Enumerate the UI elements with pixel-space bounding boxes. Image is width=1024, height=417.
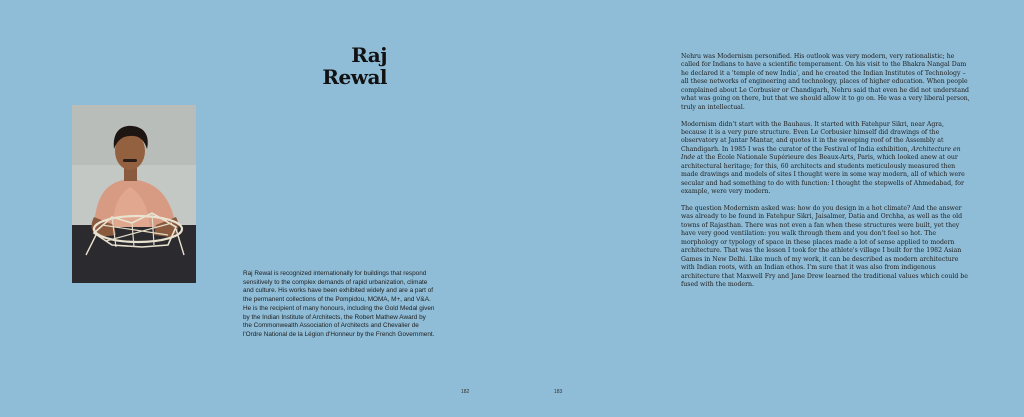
page-number-right: 183 <box>554 389 563 395</box>
page-title <box>313 44 387 88</box>
paragraph-text: Modernism didn't start with the Bauhaus. It started with Fatehpur Sikri, near Agra, because it is a very pure structure. Even Le Corbusier himself did drawings of the observatory at Jantar Mantar, and quotes it in the sweeping roof of the Assembly at Chandigarh. In 1985 I was the curator of the Festival of India exhibition, <box>681 120 944 153</box>
interview-text <box>681 53 971 298</box>
portrait-illustration <box>72 105 196 283</box>
paragraph: Nehru was Modernism personified. His outlook was very modern, very rationalistic; he called for Indians to have a scientific temperament. On his visit to the Bhakra Nangal Dam he declared it a 'temple of new India', and he created the Indian Institutes of Technology – all these networks of engineering and technology, places of higher education. When people complained about Le Corbusier or Chandigarh, Nehru said that even he did not understand what was going on there, but that we should allow it to go on. He was a very liberal person, truly an intellectual. <box>681 53 970 111</box>
paragraph-text: at the École Nationale Supérieure des Beaux-Arts, Paris, which looked anew at our architectural heritage; for this, 60 architects and students meticulously measured then made drawings and models of sites I thought were in some way modern, all of which were secular and had something to do with function: I thought the stepwells of Ahmedabad, for example, were very modern. <box>681 154 965 196</box>
title-line-1: Raj <box>351 43 387 67</box>
exhibition-title: Architecture en Inde <box>681 145 961 162</box>
author-bio: Raj Rewal is recognized internationally for buildings that respond sensitively to the complex demands of rapid urbanization, climate and culture. His works have been exhibited widely and are a part of the permanent collections of the Pompidou, MOMA, M+, and V&A. He is the recipient of many honours, including the Gold Medal given by the Indian Institute of Architects, the Robert Mathew Award by the Commonwealth Association of Architects and Chevalier de l'Ordre National de la Légion d'Honneur by the French Government. <box>243 270 435 338</box>
paragraph <box>681 121 971 197</box>
portrait-photo <box>72 105 196 283</box>
paragraph: The question Modernism asked was: how do you design in a hot climate? And the answer was already to be found in Fatehpur Sikri, Jaisalmer, Datia and Orchha, as well as the old towns of Rajasthan. There was not even a fan when these structures were built, yet they have very good ventilation: you walk through them and you don't feel so hot. The morphology or typology of space in these places made a lot of sense applied to modern architecture. That was the lesson I took for the athlete's village I built for the 1982 Asian Games in New Delhi. Like much of my work, it can be described as modern architecture with Indian roots, with an Indian ethos. I'm sure that it was also from indigenous architecture that Maxwell Fry and Jane Drew learned the traditional values which could be fused with the modern. <box>681 205 968 289</box>
title-line-2: Rewal <box>322 65 387 89</box>
page-number-left: 182 <box>461 389 470 395</box>
